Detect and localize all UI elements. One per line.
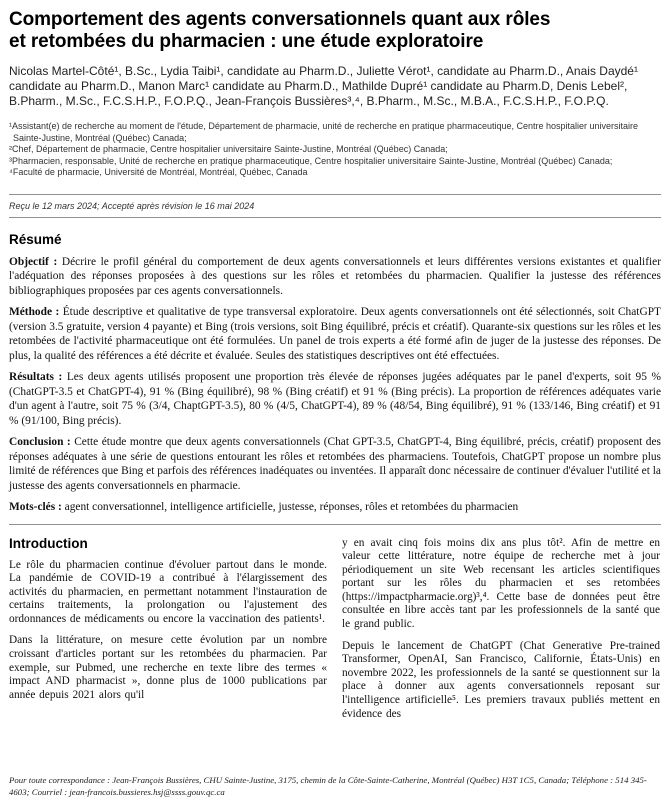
- resume-label-objectif: Objectif :: [9, 255, 62, 268]
- introduction-paragraph-4: Depuis le lancement de ChatGPT (Chat Generative Pre-trained Transformer, OpenAI, San Francisco, Californie, États-Unis) en novembre 2022, les professionnels de la santé se questionnent sur la place à donner aux agents conversationnels reposant sur l'intelligence artificielle⁵. Les premiers travaux publiés mettent en évidence des: [342, 639, 660, 720]
- page-title-line-2: et retombées du pharmacien : une étude exploratoire: [9, 30, 484, 52]
- affiliations-block: [9, 121, 661, 179]
- page-title-line-1: Comportement des agents conversationnels quant aux rôles: [9, 9, 551, 30]
- resume-label-motscles: Mots-clés :: [9, 501, 65, 513]
- introduction-columns: [9, 534, 661, 730]
- resume-label-conclusion: Conclusion :: [9, 436, 75, 448]
- introduction-right-column: [342, 534, 660, 730]
- divider-above-introduction: [9, 524, 661, 525]
- resume-text-resultats: Les deux agents utilisés proposent une proportion très élevée de réponses jugées adéquates par le panel d'experts, soit 95 % (ChatGPT-3.5 et ChatGPT-4), 91 % (Bing équilibré), 98 % (Bing créatif) et 91 % (Bing précis). La proportion de références adéquates varie d'un agent à l'autre, soit 75 % (3/4, ChaptGPT-3.5), 80 % (4/5, ChatGPT-4), 89 % (48/54, Bing équilibré), 91 % (133/146, Bing créatif) et 91 % (91/100, Bing précis).: [9, 371, 661, 427]
- resume-text-conclusion: Cette étude montre que deux agents conversationnels (Chat GPT-3.5, ChatGPT-4, Bing équilibré, précis, créatif) proposent des réponses adéquates à une série de questions entourant les rôles et retombées des pharmaciens. Toutefois, ChatGPT propose un nombre plus limité de références que Bing et parfois des références inadéquates ou inventées. Il apparaît donc nécessaire de continuer d'évaluer l'utilité et la justesse des agents conversationnels en pharmacie.: [9, 436, 661, 492]
- introduction-heading: Introduction: [9, 535, 88, 551]
- introduction-paragraph-2: Dans la littérature, on mesure cette évolution par un nombre croissant d'articles portant sur les retombées du pharmacien. Par exemple, sur Pubmed, une recherche en texte libre des termes « impact AND pharmacist », donne plus de 1000 publications par année depuis 2021 alors qu'il: [9, 634, 327, 701]
- affiliation-2: ²Chef, Département de pharmacie, Centre hospitalier universitaire Sainte-Justine, Montréal (Québec) Canada;: [9, 144, 448, 154]
- resume-paragraph-resultats: [9, 370, 661, 428]
- authors-line: Nicolas Martel-Côté¹, B.Sc., Lydia Taibi¹, candidate au Pharm.D., Juliette Vérot¹, candidate au Pharm.D., Anais Daydé¹ candidate au Pharm.D., Manon Marc¹ candidate au Pharm.D., Mathilde Dupré¹ candidate au Pharm.D, Denis Lebel², B.Pharm., M.Sc., F.C.S.H.P., F.O.P.Q., Jean-François Bussières³,⁴, B.Pharm., M.Sc., M.B.A., F.C.S.H.P., F.O.P.Q.: [9, 64, 638, 108]
- correspondence-footer: Pour toute correspondance : Jean-François Bussières, CHU Sainte-Justine, 3175, chemin de la Côte-Sainte-Catherine, Montréal (Québec) H3T 1C5, Canada; Téléphone : 514 345-4603; Courriel : jean-francois.bussieres.hsj@ssss.gouv.qc.ca: [9, 775, 647, 797]
- affiliation-3: ³Pharmacien, responsable, Unité de recherche en pratique pharmaceutique, Centre hospitalier universitaire Sainte-Justine, Montréal (Québec) Canada;: [9, 155, 613, 166]
- introduction-paragraph-1: Le rôle du pharmacien continue d'évoluer partout dans le monde. La pandémie de COVID-19 a contribué à l'élargissement des activités du pharmacien, en permettant notamment l'instauration de certains traitements, la prolongation ou l'ajustement des ordonnances de médicaments ou encore la vaccination des patients¹.: [9, 558, 327, 625]
- page-title: [9, 9, 661, 52]
- introduction-left-column: [9, 534, 327, 730]
- resume-paragraph-conclusion: [9, 435, 661, 493]
- resume-text-objectif: Décrire le profil général du comportement de deux agents conversationnels et leurs différentes versions existantes et qualifier l'adéquation des réponses proposées à des questions sur les rôles et retombées du pharmacien. Qualifier la justesse des références bibliographiques proposées par ces agents conversationnels.: [9, 255, 661, 297]
- resume-text-motscles: agent conversationnel, intelligence artificielle, justesse, réponses, rôles et retombées du pharmacien: [64, 501, 519, 513]
- introduction-paragraph-3: y en avait cinq fois moins dix ans plus tôt². Afin de mettre en valeur cette littérature, notre équipe de recherche met à jour périodiquement un site Web recensant les articles scientifiques portant sur les rôles du pharmacien et ses retombées (https://impactpharmacie.org)³,⁴. Cette base de données peut être consultée en libre accès tant par les professionnels de la santé que le grand public.: [342, 536, 660, 631]
- affiliation-4: ⁴Faculté de pharmacie, Université de Montréal, Montréal, Québec, Canada: [9, 167, 308, 177]
- divider-below-dates: [9, 217, 661, 218]
- resume-label-resultats: Résultats :: [9, 371, 67, 383]
- resume-paragraph-methode: [9, 305, 661, 363]
- affiliation-1: ¹Assistant(e) de recherche au moment de l'étude, Département de pharmacie, unité de recherche en pratique pharmaceutique, Centre hospitalier universitaire Sainte-Justine, Montréal (Québec) Canada;: [9, 121, 639, 143]
- resume-text-methode: Étude descriptive et qualitative de type transversal exploratoire. Deux agents conversationnels ont été sélectionnés, soit ChatGPT (version 3.5 gratuite, version 4 payante) et Bing (trois versions, soit Bing équilibré, précis et créatif). Quarante-six questions sur les rôles et les retombées de l'activité pharmaceutique ont été formulées. Un panel de trois experts a été formé afin de juger de la justesse des réponses. De plus, la qualité des références a été décrite et évaluée. Seules des statistiques descriptives ont été effectuées.: [9, 306, 661, 362]
- resume-heading: Résumé: [9, 231, 62, 247]
- resume-paragraph-motscles: [9, 500, 661, 515]
- resume-paragraph-objectif: [9, 255, 661, 299]
- received-accepted-dates: Reçu le 12 mars 2024; Accepté après révision le 16 mai 2024: [9, 200, 255, 211]
- resume-label-methode: Méthode :: [9, 306, 63, 318]
